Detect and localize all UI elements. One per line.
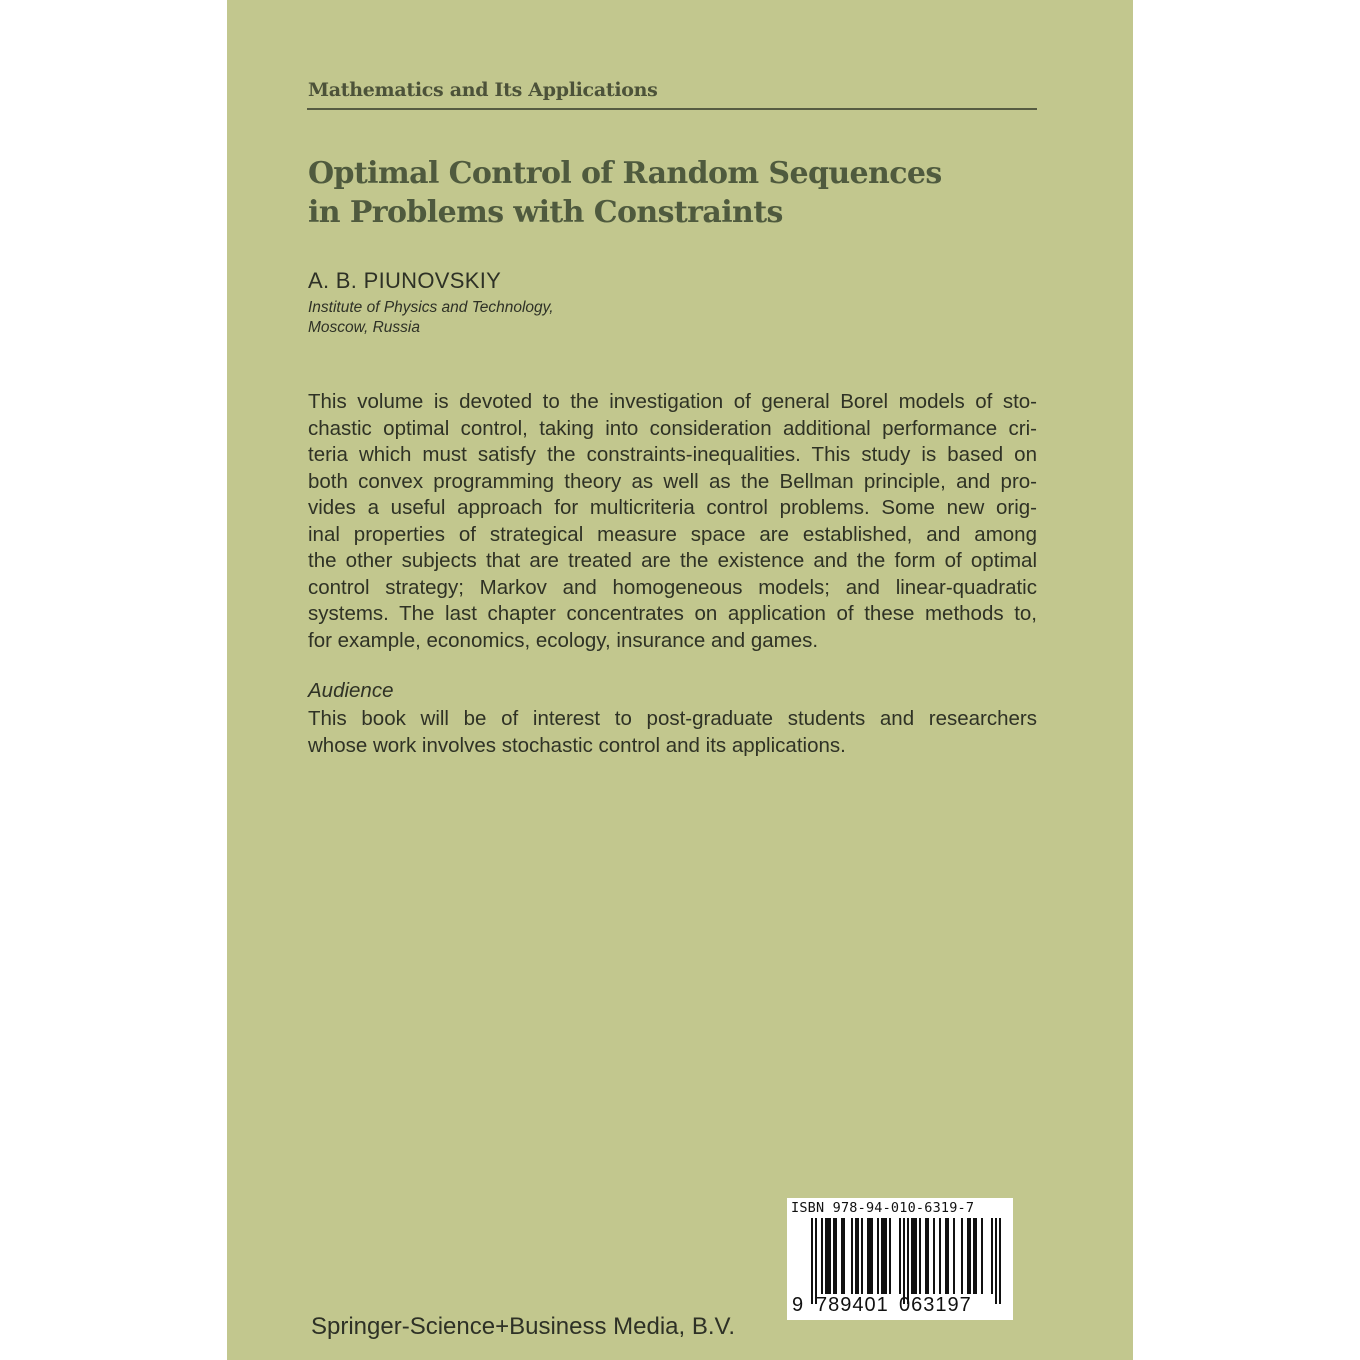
barcode-bar bbox=[933, 1218, 935, 1294]
barcode-bar bbox=[953, 1218, 955, 1294]
audience-heading: Audience bbox=[308, 679, 394, 702]
barcode-bar bbox=[967, 1218, 971, 1294]
barcode-bar bbox=[811, 1218, 813, 1304]
barcode-bar bbox=[911, 1218, 917, 1294]
barcode-bar bbox=[925, 1218, 929, 1294]
barcode-bar bbox=[881, 1218, 887, 1294]
description-line: chastic optimal control, taking into consideration additional performance cri- bbox=[308, 416, 1037, 440]
isbn-barcode bbox=[787, 1198, 1013, 1320]
affiliation-line: Institute of Physics and Technology, bbox=[308, 299, 554, 316]
title-line: in Problems with Constraints bbox=[308, 195, 783, 230]
barcode-bar bbox=[851, 1218, 853, 1294]
author-affiliation bbox=[308, 298, 554, 338]
audience-line: This book will be of interest to post-graduate students and researchers bbox=[308, 707, 1037, 730]
description bbox=[308, 389, 1037, 654]
barcode-bar bbox=[991, 1218, 993, 1294]
description-line: vides a useful approach for multicriteria control problems. Some new orig- bbox=[308, 496, 1037, 519]
description-line: systems. The last chapter concentrates on application of these methods to, bbox=[308, 602, 1037, 625]
barcode-bar bbox=[877, 1218, 879, 1294]
barcode-bar bbox=[889, 1218, 891, 1294]
barcode-bar bbox=[867, 1218, 873, 1294]
description-line: for example, economics, ecology, insurance and games. bbox=[308, 628, 819, 652]
barcode-bar bbox=[821, 1218, 823, 1294]
description-line: This volume is devoted to the investigation of general Borel models of sto- bbox=[308, 390, 1037, 413]
barcode-bar bbox=[833, 1218, 837, 1294]
barcode-digit-group: 063197 bbox=[899, 1294, 972, 1316]
author-name: A. B. PIUNOVSKIY bbox=[308, 268, 502, 293]
barcode-bar bbox=[995, 1218, 997, 1304]
series-name: Mathematics and Its Applications bbox=[308, 79, 658, 101]
description-line: teria which must satisfy the constraints-inequalities. This study is based on bbox=[308, 443, 1037, 466]
barcode-bar bbox=[973, 1218, 977, 1294]
barcode-bar bbox=[999, 1218, 1001, 1304]
book-title bbox=[308, 154, 1028, 232]
barcode-bar bbox=[825, 1218, 831, 1294]
barcode-digit-group: 789401 bbox=[816, 1294, 889, 1316]
audience-line: whose work involves stochastic control and its applications. bbox=[308, 733, 846, 757]
affiliation-line: Moscow, Russia bbox=[308, 319, 420, 336]
barcode-bar bbox=[841, 1218, 845, 1294]
barcode-digit-first: 9 bbox=[792, 1294, 804, 1316]
title-line: Optimal Control of Random Sequences bbox=[308, 156, 942, 191]
barcode-bar bbox=[907, 1218, 909, 1304]
barcode-bar bbox=[855, 1218, 859, 1294]
audience-text bbox=[308, 706, 1037, 759]
back-cover bbox=[227, 0, 1133, 1360]
barcode-bar bbox=[899, 1218, 901, 1294]
barcode-bar bbox=[945, 1218, 949, 1294]
description-line: the other subjects that are treated are the existence and the form of optimal bbox=[308, 549, 1037, 572]
barcode-bar bbox=[981, 1218, 983, 1294]
barcode-bar bbox=[961, 1218, 963, 1294]
description-line: inal properties of strategical measure space are established, and among bbox=[308, 522, 1037, 546]
isbn-label: ISBN 978-94-010-6319-7 bbox=[791, 1200, 975, 1216]
barcode-bar bbox=[815, 1218, 817, 1304]
publisher: Springer-Science+Business Media, B.V. bbox=[311, 1313, 736, 1340]
description-line: both convex programming theory as well as the Bellman principle, and pro- bbox=[308, 469, 1037, 493]
description-line: control strategy; Markov and homogeneous models; and linear-quadratic bbox=[308, 575, 1037, 599]
series-rule bbox=[307, 108, 1037, 110]
barcode-bar bbox=[861, 1218, 863, 1294]
barcode-bar bbox=[939, 1218, 941, 1294]
barcode-bar bbox=[919, 1218, 921, 1294]
barcode-bar bbox=[903, 1218, 905, 1304]
